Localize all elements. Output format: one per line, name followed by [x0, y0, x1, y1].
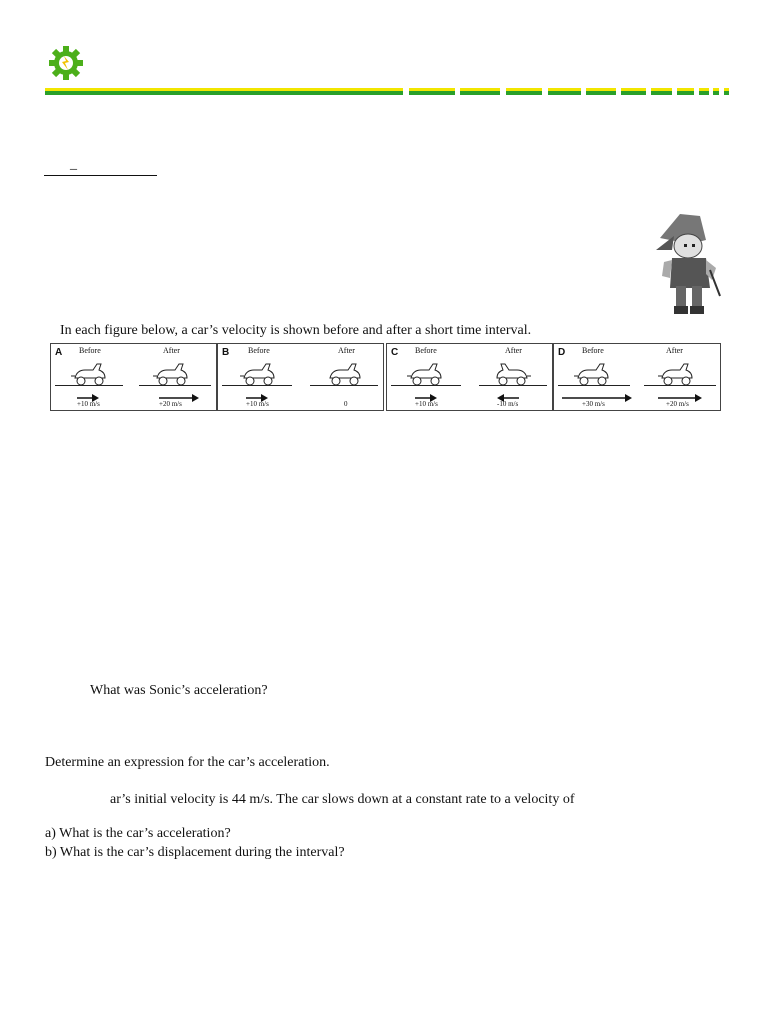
velocity-before: +30 m/s [582, 400, 605, 408]
after-label: After [338, 346, 355, 355]
ground-line [558, 385, 630, 386]
velocity-before: +10 m/s [77, 400, 100, 408]
ground-line [55, 385, 123, 386]
before-label: Before [79, 346, 101, 355]
ground-line [310, 385, 378, 386]
answer-underline [44, 175, 157, 176]
figure-panel-d [553, 343, 721, 411]
panel-letter: C [391, 347, 399, 358]
before-label: Before [415, 346, 437, 355]
after-label: After [505, 346, 522, 355]
velocity-before: +10 m/s [415, 400, 438, 408]
cartoon-elf-character-icon [650, 210, 722, 318]
panel-letter: A [55, 347, 63, 358]
before-label: Before [248, 346, 270, 355]
velocity-before: +10 m/s [246, 400, 269, 408]
ground-line [644, 385, 716, 386]
dash-mark: _ [70, 157, 77, 172]
panel-letter: B [222, 347, 230, 358]
ground-line [139, 385, 211, 386]
velocity-after: 0 [344, 400, 348, 408]
header-stripe [45, 88, 731, 96]
intro-sentence: In each figure below, a car’s velocity is shown before and after a short time interval. [60, 323, 532, 338]
ground-line [479, 385, 547, 386]
ground-line [391, 385, 461, 386]
velocity-after: +20 m/s [159, 400, 182, 408]
question-sonic: What was Sonic’s acceleration? [90, 683, 268, 698]
velocity-after: +20 m/s [666, 400, 689, 408]
figure-panel-a [50, 343, 217, 411]
gear-logo-icon [48, 45, 84, 81]
ground-line [222, 385, 292, 386]
panel-letter: D [558, 347, 566, 358]
after-label: After [163, 346, 180, 355]
question-part-a: a) What is the car’s acceleration? [45, 826, 231, 841]
before-label: Before [582, 346, 604, 355]
question-expression: Determine an expression for the car’s acceleration. [45, 755, 330, 770]
figure-panel-b [217, 343, 384, 411]
after-label: After [666, 346, 683, 355]
velocity-figure-strip [50, 343, 721, 411]
question-part-b: b) What is the car’s displacement during the interval? [45, 845, 345, 860]
velocity-after: -10 m/s [497, 400, 519, 408]
figure-panel-c [386, 343, 553, 411]
problem-statement: ar’s initial velocity is 44 m/s. The car slows down at a constant rate to a velocity of [110, 792, 575, 807]
